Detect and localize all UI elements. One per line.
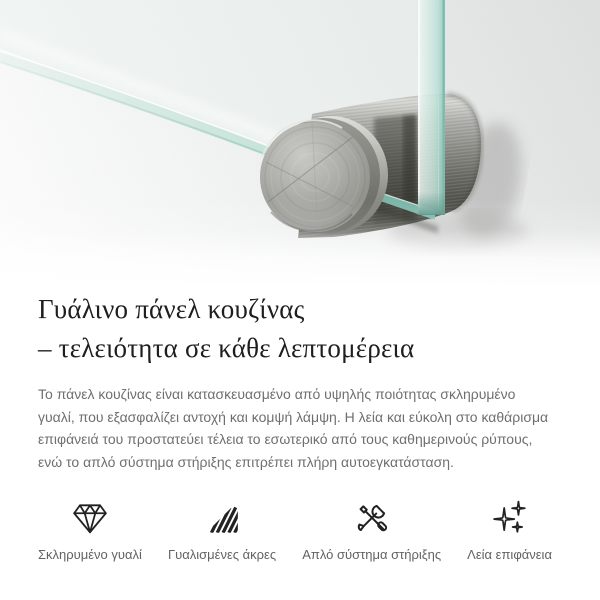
- page-title: [38, 290, 562, 368]
- sparkles-icon: [491, 499, 529, 537]
- feature-label: Γυαλισμένες άκρες: [167, 547, 277, 562]
- title-line-2: – τελειότητα σε κάθε λεπτομέρεια: [38, 333, 415, 363]
- feature-smooth-surface: [467, 499, 552, 562]
- content-section: [0, 290, 600, 562]
- feature-tempered-glass: [38, 499, 142, 562]
- feature-mounting-system: [302, 499, 441, 562]
- description-paragraph: Το πάνελ κουζίνας είναι κατασκευασμένο από υψηλής ποιότητας σκληρυμένο γυαλί, που εξασφαλίζει αντοχή και κομψή λάμψη. Η λεία και εύκολη στο καθάρισμα επιφάνειά του προστατεύει τέλεια το εσωτερικό από τους καθημερινούς ρύπους, ενώ το απλό σύστημα στήριξης επιτρέπει πλήρη αυτοεγκατάσταση.: [38, 386, 549, 470]
- product-photo: [0, 0, 600, 288]
- feature-polished-edges: [168, 499, 276, 562]
- diamond-icon: [71, 499, 109, 537]
- features-row: [38, 499, 552, 562]
- tools-icon: [353, 499, 391, 537]
- hero-illustration: [0, 0, 600, 288]
- polished-edges-icon: [203, 499, 241, 537]
- title-line-1: Γυάλινο πάνελ κουζίνας: [38, 294, 305, 324]
- photo-fade: [0, 198, 600, 288]
- glass-right-edge: [418, 0, 445, 215]
- feature-label: Λεία επιφάνεια: [467, 547, 552, 562]
- feature-label: Απλό σύστημα στήριξης: [302, 547, 442, 562]
- feature-label: Σκληρυμένο γυαλί: [38, 547, 142, 562]
